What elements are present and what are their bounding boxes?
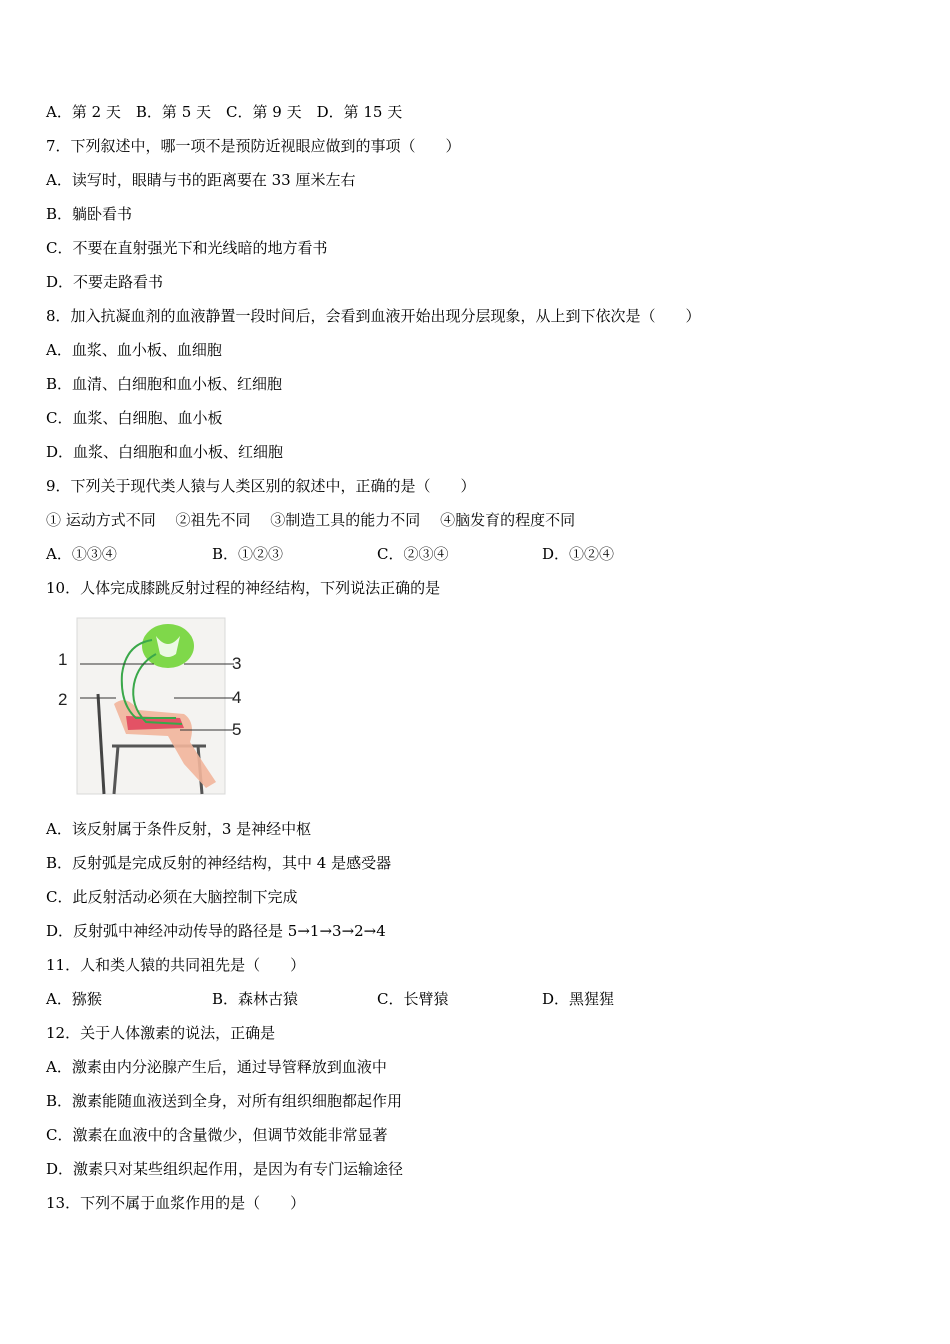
q10-option-a: A．该反射属于条件反射，3 是神经中枢 [46,820,312,838]
q9-stem: 9．下列关于现代类人猿与人类区别的叙述中，正确的是（ ） [46,477,476,495]
q8-option-a: A．血浆、血小板、血细胞 [46,341,222,359]
q12-option-d: D．激素只对某些组织起作用，是因为有专门运输途径 [46,1160,404,1178]
q9-items: ① 运动方式不同 ②祖先不同 ③制造工具的能力不同 ④脑发育的程度不同 [46,511,576,529]
q10-option-b: B．反射弧是完成反射的神经结构，其中 4 是感受器 [46,854,392,872]
q6-options: A．第 2 天 B．第 5 天 C．第 9 天 D．第 15 天 [46,103,403,121]
q10-option-d: D．反射弧中神经冲动传导的路径是 5→1→3→2→4 [46,922,386,940]
reflex-illustration [56,614,256,798]
q9-option-c: C．②③④ [377,545,449,563]
q8-stem: 8．加入抗凝血剂的血液静置一段时间后，会看到血液开始出现分层现象，从上到下依次是（ ） [46,307,701,325]
q9-option-d: D．①②④ [542,545,615,563]
q7-option-d: D．不要走路看书 [46,273,164,291]
label-4: 4 [232,688,242,707]
label-3: 3 [232,654,242,673]
q11-option-b: B．森林古猿 [212,990,299,1008]
q11-option-d: D．黑猩猩 [542,990,615,1008]
q11-stem: 11．人和类人猿的共同祖先是（ ） [46,956,306,974]
label-2: 2 [58,690,68,709]
q8-option-b: B．血清、白细胞和血小板、红细胞 [46,375,283,393]
q9-option-b: B．①②③ [212,545,284,563]
q8-option-c: C．血浆、白细胞、血小板 [46,409,223,427]
q7-stem: 7．下列叙述中，哪一项不是预防近视眼应做到的事项（ ） [46,137,461,155]
q12-stem: 12．关于人体激素的说法，正确是 [46,1024,276,1042]
q11-option-a: A．猕猴 [46,990,102,1008]
knee-jerk-reflex-diagram [56,614,256,798]
q8-option-d: D．血浆、白细胞和血小板、红细胞 [46,443,284,461]
q10-stem: 10．人体完成膝跳反射过程的神经结构，下列说法正确的是 [46,579,441,597]
q7-option-a: A．读写时，眼睛与书的距离要在 33 厘米左右 [46,171,356,189]
q12-option-c: C．激素在血液中的含量微少，但调节效能非常显著 [46,1126,388,1144]
label-5: 5 [232,720,242,739]
q10-option-c: C．此反射活动必须在大脑控制下完成 [46,888,298,906]
q7-option-c: C．不要在直射强光下和光线暗的地方看书 [46,239,328,257]
q7-option-b: B．躺卧看书 [46,205,133,223]
q12-option-a: A．激素由内分泌腺产生后，通过导管释放到血液中 [46,1058,387,1076]
q11-option-c: C．长臂猿 [377,990,449,1008]
label-1: 1 [58,650,68,669]
q13-stem: 13．下列不属于血浆作用的是（ ） [46,1194,306,1212]
q9-option-a: A．①③④ [46,545,117,563]
q12-option-b: B．激素能随血液送到全身，对所有组织细胞都起作用 [46,1092,403,1110]
